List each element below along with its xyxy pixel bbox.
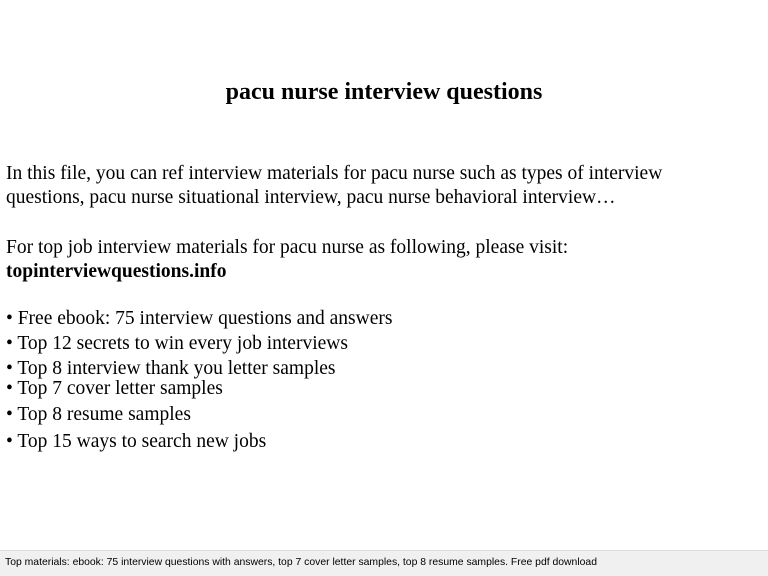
list-item: • Free ebook: 75 interview questions and answers [6,308,393,329]
intro-line-2: questions, pacu nurse situational interview, pacu nurse behavioral interview… [6,187,616,208]
visit-line: For top job interview materials for pacu nurse as following, please visit: [6,237,569,258]
footer-text: Top materials: ebook: 75 interview questions with answers, top 7 cover letter samples, top 8 resume samples. Free pdf download [5,557,597,568]
page-title: pacu nurse interview questions [225,79,543,105]
list-item: • Top 8 interview thank you letter samples [6,358,336,379]
footer-bar [0,550,768,576]
intro-paragraph [6,162,762,210]
intro-line-1: In this file, you can ref interview materials for pacu nurse such as types of interview [6,163,663,184]
site-link[interactable]: topinterviewquestions.info [6,261,227,282]
materials-list [6,308,762,453]
list-item: • Top 7 cover letter samples [6,378,223,399]
list-item: • Top 8 resume samples [6,404,191,425]
list-item: • Top 15 ways to search new jobs [6,431,267,452]
list-item: • Top 12 secrets to win every job interviews [6,333,348,354]
visit-paragraph [6,236,762,284]
